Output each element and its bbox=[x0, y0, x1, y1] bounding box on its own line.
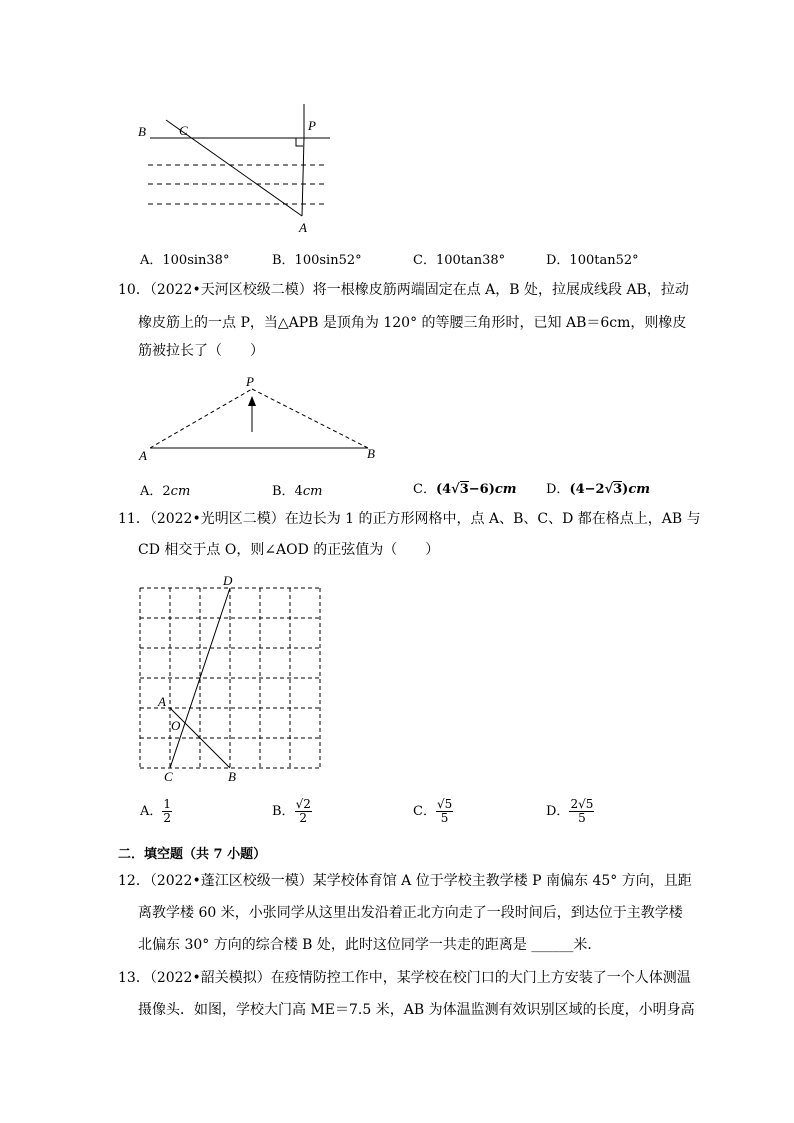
q11-option-a-fraction bbox=[162, 798, 172, 825]
q11-option-c-num: √5 bbox=[436, 797, 453, 811]
q11-text-line2: CD 相交于点 O，则∠AOD 的正弦值为（ ） bbox=[138, 542, 440, 558]
q11-option-d-den: 5 bbox=[578, 811, 586, 825]
q10-option-b-unit: cm bbox=[302, 484, 323, 499]
q11-option-d-fraction bbox=[569, 798, 594, 825]
q11-option-d-num: 2√5 bbox=[570, 797, 594, 811]
q11-option-b[interactable] bbox=[272, 798, 312, 825]
q9-label-a: A bbox=[299, 220, 307, 235]
q10-option-d-radicand: 3 bbox=[613, 482, 623, 497]
q10-text-line3: 筋被拉长了（ ） bbox=[138, 343, 264, 359]
q11-option-c-den: 5 bbox=[440, 811, 449, 825]
q13-text-line1: 13．（2022•韶关模拟）在疫情防控工作中，某学校在校门口的大门上方安装了一个人体测温 bbox=[118, 970, 691, 986]
q11-option-b-den: 2 bbox=[299, 811, 308, 825]
q12-text-line2: 离教学楼 60 米，小张同学从这里出发沿着正北方向走了一段时间后，到达位于主教学楼 bbox=[138, 905, 683, 921]
q10-option-c-radicand: 3 bbox=[459, 482, 469, 497]
q11-grid-lines bbox=[140, 588, 320, 768]
q11-option-a[interactable] bbox=[140, 798, 172, 825]
q9-option-c[interactable]: C．100tan38° bbox=[413, 253, 506, 268]
q9-label-p: P bbox=[308, 118, 316, 133]
q9-label-b: B bbox=[138, 124, 146, 139]
q9-option-b[interactable]: B．100sin52° bbox=[272, 253, 362, 268]
q11-option-b-prefix: B． bbox=[272, 804, 295, 819]
q9-option-d[interactable]: D．100tan52° bbox=[546, 253, 639, 268]
q11-option-a-den: 2 bbox=[163, 811, 172, 825]
q10-option-c-open: (4 bbox=[435, 482, 452, 497]
q10-option-a-unit: cm bbox=[170, 484, 191, 499]
q11-label-b: B bbox=[228, 769, 236, 784]
q10-option-d-sqrt-icon: √ bbox=[604, 482, 614, 497]
q11-option-a-prefix: A． bbox=[140, 804, 163, 819]
q10-option-c-prefix: C． bbox=[413, 482, 436, 497]
q10-option-d-close: ) bbox=[622, 482, 629, 497]
q11-label-a: A bbox=[158, 694, 166, 709]
q11-option-a-num: 1 bbox=[163, 797, 172, 811]
q11-option-b-num: √2 bbox=[295, 797, 311, 811]
q11-label-c: C bbox=[164, 769, 173, 784]
q11-label-o: O bbox=[171, 718, 181, 733]
q10-option-c-close: −6) bbox=[468, 482, 495, 497]
q10-option-a-text: A．2 bbox=[140, 484, 171, 499]
q11-option-d-prefix: D． bbox=[546, 804, 570, 819]
q9-option-a[interactable]: A．100sin38° bbox=[140, 253, 230, 268]
q10-option-d-unit: cm bbox=[628, 482, 650, 497]
q11-option-c-prefix: C． bbox=[413, 804, 436, 819]
q11-option-c[interactable] bbox=[413, 798, 453, 825]
q10-label-b: B bbox=[367, 446, 375, 461]
q10-text-line2: 橡皮筋上的一点 P，当△APB 是顶角为 120° 的等腰三角形时，已知 AB＝6cm，则橡皮 bbox=[138, 315, 687, 331]
q10-text-line1: 10．（2022•天河区校级二模）将一根橡皮筋两端固定在点 A，B 处，拉展成线段 AB，拉动 bbox=[118, 282, 689, 298]
q11-text-line1: 11．（2022•光明区二模）在边长为 1 的正方形网格中，点 A、B、C、D 都在格点上，AB 与 bbox=[118, 511, 701, 527]
q11-option-b-fraction bbox=[295, 798, 312, 825]
q10-option-d-prefix: D． bbox=[546, 482, 570, 497]
q11-label-d: D bbox=[223, 573, 233, 588]
q12-text-line3: 北偏东 30° 方向的综合楼 B 处，此时这位同学一共走的距离是 ______米． bbox=[138, 937, 602, 953]
q11-option-d[interactable] bbox=[546, 798, 594, 825]
q10-option-c-unit: cm bbox=[494, 482, 517, 497]
q13-text-line2: 摄像头．如图，学校大门高 ME＝7.5 米，AB 为体温监测有效识别区域的长度，小明身高 bbox=[138, 1002, 695, 1018]
q10-label-p: P bbox=[246, 374, 254, 389]
q10-option-b-text: B．4 bbox=[272, 484, 303, 499]
q10-option-c-sqrt-icon: √ bbox=[451, 482, 460, 497]
q12-text-line1: 12．（2022•蓬江区校级一模）某学校体育馆 A 位于学校主教学楼 P 南偏东 45° 方向，且距 bbox=[118, 873, 692, 889]
section2-header: 二．填空题（共 7 小题） bbox=[118, 847, 267, 862]
q11-option-c-fraction bbox=[436, 798, 453, 825]
q10-option-d-open: (4−2 bbox=[569, 482, 605, 497]
q10-label-a: A bbox=[139, 448, 147, 463]
q9-label-c: C bbox=[179, 123, 188, 138]
